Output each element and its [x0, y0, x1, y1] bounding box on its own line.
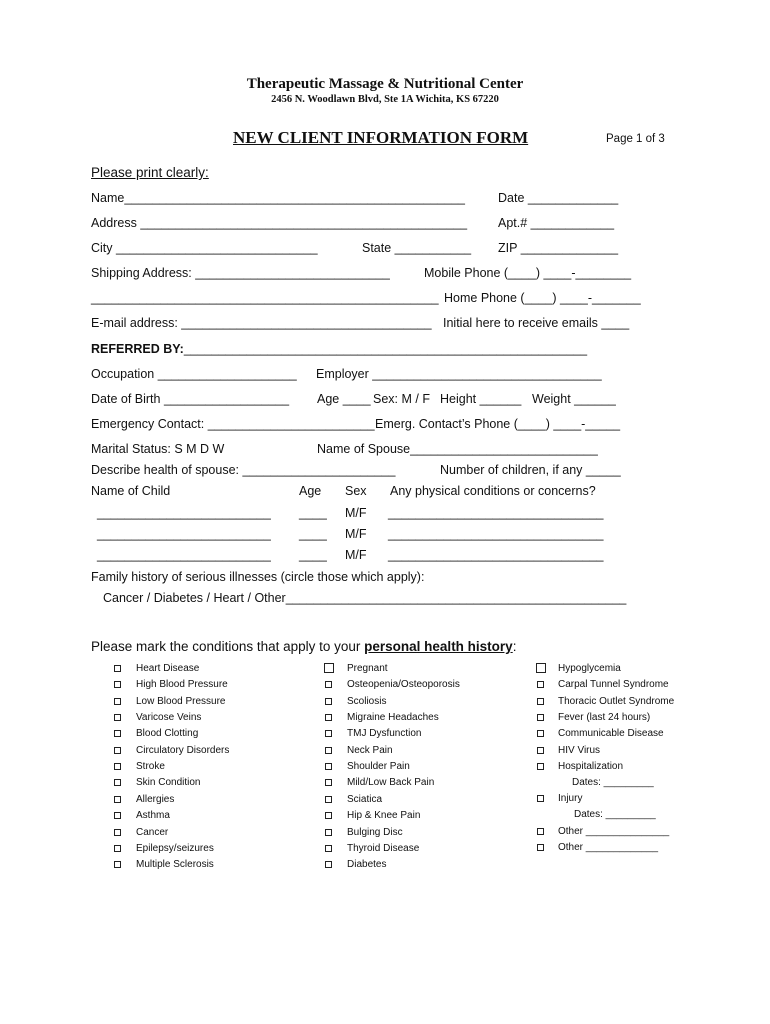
email-initial-field[interactable]: Initial here to receive emails ____	[443, 316, 630, 330]
org-name: Therapeutic Massage & Nutritional Center	[246, 76, 524, 92]
condition-label: Allergies	[136, 793, 175, 805]
condition-label: Diabetes	[347, 859, 387, 871]
condition-checkbox[interactable]	[114, 763, 121, 770]
condition-label: Asthma	[136, 810, 170, 822]
condition-checkbox[interactable]	[536, 663, 546, 673]
condition-other-1[interactable]: Other _______________	[558, 826, 670, 837]
condition-other-2[interactable]: Other _____________	[558, 842, 659, 853]
condition-checkbox[interactable]	[114, 665, 121, 672]
child-age-input[interactable]: ____	[299, 506, 327, 520]
condition-label: Migraine Headaches	[347, 712, 439, 724]
weight-field[interactable]: Weight ______	[532, 392, 616, 406]
condition-label: Thoracic Outlet Syndrome	[558, 695, 675, 707]
condition-checkbox[interactable]	[325, 763, 332, 770]
checkbox-other-2[interactable]	[537, 844, 544, 851]
condition-label: Communicable Disease	[558, 728, 664, 740]
child-conditions-input[interactable]: _______________________________	[388, 527, 604, 541]
email-field[interactable]: E-mail address: ____________________________________	[91, 316, 432, 330]
checkbox-injury[interactable]	[537, 795, 544, 802]
condition-label: Shoulder Pain	[347, 761, 410, 773]
condition-label: Thyroid Disease	[347, 842, 420, 854]
condition-label: Osteopenia/Osteoporosis	[347, 679, 460, 691]
family-history-field[interactable]: Cancer / Diabetes / Heart / Other_________________________________________________	[103, 591, 627, 605]
shipping-address-line2[interactable]: __________________________________________________	[91, 291, 439, 305]
condition-checkbox[interactable]	[325, 747, 332, 754]
children-count-field[interactable]: Number of children, if any _____	[440, 463, 621, 477]
employer-field[interactable]: Employer _________________________________	[316, 367, 602, 381]
checkbox-other-1[interactable]	[537, 828, 544, 835]
child-sex-input[interactable]: M/F	[345, 506, 367, 520]
condition-checkbox[interactable]	[324, 663, 334, 673]
child-sex-input[interactable]: M/F	[345, 548, 367, 562]
condition-checkbox[interactable]	[537, 714, 544, 721]
age-field[interactable]: Age ____	[317, 392, 371, 406]
condition-label: Hip & Knee Pain	[347, 810, 421, 822]
child-name-header: Name of Child	[91, 484, 171, 498]
condition-checkbox[interactable]	[114, 698, 121, 705]
print-clearly-label: Please print clearly:	[91, 165, 209, 180]
child-conditions-input[interactable]: _______________________________	[388, 506, 604, 520]
injury-dates[interactable]: Dates: _________	[574, 809, 656, 820]
condition-label: Heart Disease	[136, 663, 200, 674]
condition-checkbox[interactable]	[114, 812, 121, 819]
height-field[interactable]: Height ______	[440, 392, 522, 406]
hospitalization-dates[interactable]: Dates: _________	[572, 777, 654, 788]
zip-field[interactable]: ZIP ______________	[498, 241, 619, 255]
marital-status-field[interactable]: Marital Status: S M D W	[91, 442, 225, 456]
child-name-input[interactable]: _________________________	[97, 527, 271, 541]
condition-checkbox[interactable]	[537, 730, 544, 737]
condition-label: Circulatory Disorders	[136, 744, 230, 756]
condition-label: Bulging Disc	[347, 826, 403, 838]
condition-checkbox[interactable]	[325, 829, 332, 836]
condition-checkbox[interactable]	[114, 861, 121, 868]
org-address: 2456 N. Woodlawn Blvd, Ste 1A Wichita, KS 67220	[271, 94, 499, 105]
health-history-prompt: Please mark the conditions that apply to your personal health history:	[91, 639, 517, 654]
condition-checkbox[interactable]	[325, 812, 332, 819]
condition-checkbox[interactable]	[114, 730, 121, 737]
child-age-input[interactable]: ____	[299, 527, 327, 541]
condition-label: Mild/Low Back Pain	[347, 777, 435, 789]
condition-label: Blood Clotting	[136, 728, 199, 740]
condition-checkbox[interactable]	[325, 714, 332, 721]
child-conditions-input[interactable]: _______________________________	[388, 548, 604, 562]
condition-checkbox[interactable]	[537, 763, 544, 770]
apt-field[interactable]: Apt.# ____________	[498, 216, 615, 230]
condition-injury: Injury	[558, 793, 583, 804]
child-name-input[interactable]: _________________________	[97, 506, 271, 520]
condition-checkbox[interactable]	[537, 698, 544, 705]
form-title: NEW CLIENT INFORMATION FORM	[233, 128, 529, 147]
address-field[interactable]: Address _______________________________________________	[91, 216, 468, 230]
mobile-phone-field[interactable]: Mobile Phone (____) ____-________	[424, 266, 632, 280]
condition-checkbox[interactable]	[325, 681, 332, 688]
condition-label: Multiple Sclerosis	[136, 859, 214, 871]
child-name-input[interactable]: _________________________	[97, 548, 271, 562]
family-history-label: Family history of serious illnesses (circle those which apply):	[91, 570, 425, 584]
condition-label: Pregnant	[347, 663, 388, 674]
spouse-name-field[interactable]: Name of Spouse___________________________	[317, 442, 598, 456]
child-sex-header: Sex	[345, 484, 367, 498]
family-history-options: Cancer / Diabetes / Heart / Other	[103, 591, 286, 605]
condition-checkbox[interactable]	[325, 796, 332, 803]
shipping-address-field[interactable]: Shipping Address: ____________________________	[91, 266, 390, 280]
condition-label: Neck Pain	[347, 744, 393, 756]
date-field[interactable]: Date _____________	[498, 191, 619, 205]
emergency-phone-field[interactable]: Emerg. Contact’s Phone (____) ____-_____	[375, 417, 621, 431]
condition-checkbox[interactable]	[114, 829, 121, 836]
condition-label: TMJ Dysfunction	[347, 728, 422, 740]
condition-checkbox[interactable]	[114, 681, 121, 688]
child-sex-input[interactable]: M/F	[345, 527, 367, 541]
state-field[interactable]: State ___________	[362, 241, 472, 255]
condition-label: Skin Condition	[136, 777, 201, 789]
condition-label: Fever (last 24 hours)	[558, 712, 651, 724]
condition-checkbox[interactable]	[114, 747, 121, 754]
condition-label: HIV Virus	[558, 744, 601, 756]
condition-checkbox[interactable]	[325, 861, 332, 868]
condition-checkbox[interactable]	[325, 698, 332, 705]
condition-checkbox[interactable]	[114, 845, 121, 852]
condition-checkbox[interactable]	[537, 747, 544, 754]
emergency-contact-field[interactable]: Emergency Contact: ________________________	[91, 417, 375, 431]
condition-label: Hypoglycemia	[558, 663, 621, 674]
condition-label: Hospitalization	[558, 761, 624, 773]
condition-checkbox[interactable]	[114, 714, 121, 721]
referred-by-field[interactable]: REFERRED BY:__________________________________________________________	[91, 342, 588, 356]
child-conditions-header: Any physical conditions or concerns?	[390, 484, 596, 498]
referred-by-label: REFERRED BY:	[91, 342, 184, 356]
condition-checkbox[interactable]	[325, 779, 332, 786]
condition-label: Epilepsy/seizures	[136, 842, 214, 854]
name-field[interactable]: Name_________________________________________________	[91, 191, 465, 205]
child-age-header: Age	[299, 484, 322, 498]
condition-label: Carpal Tunnel Syndrome	[558, 679, 669, 691]
condition-checkbox[interactable]	[325, 845, 332, 852]
city-field[interactable]: City _____________________________	[91, 241, 318, 255]
dob-field[interactable]: Date of Birth __________________	[91, 392, 290, 406]
condition-label: Sciatica	[347, 793, 383, 805]
condition-checkbox[interactable]	[114, 779, 121, 786]
sex-field[interactable]: Sex: M / F	[373, 392, 430, 406]
condition-label: Low Blood Pressure	[136, 695, 226, 707]
condition-label: High Blood Pressure	[136, 679, 228, 691]
home-phone-field[interactable]: Home Phone (____) ____-_______	[444, 291, 641, 305]
child-age-input[interactable]: ____	[299, 548, 327, 562]
condition-checkbox[interactable]	[537, 681, 544, 688]
condition-label: Stroke	[136, 761, 165, 773]
condition-checkbox[interactable]	[114, 796, 121, 803]
spouse-health-field[interactable]: Describe health of spouse: ______________________	[91, 463, 396, 477]
page-number: Page 1 of 3	[606, 133, 665, 145]
condition-label: Cancer	[136, 826, 169, 838]
condition-label: Varicose Veins	[136, 712, 202, 724]
condition-label: Scoliosis	[347, 695, 387, 707]
occupation-field[interactable]: Occupation ____________________	[91, 367, 297, 381]
condition-checkbox[interactable]	[325, 730, 332, 737]
